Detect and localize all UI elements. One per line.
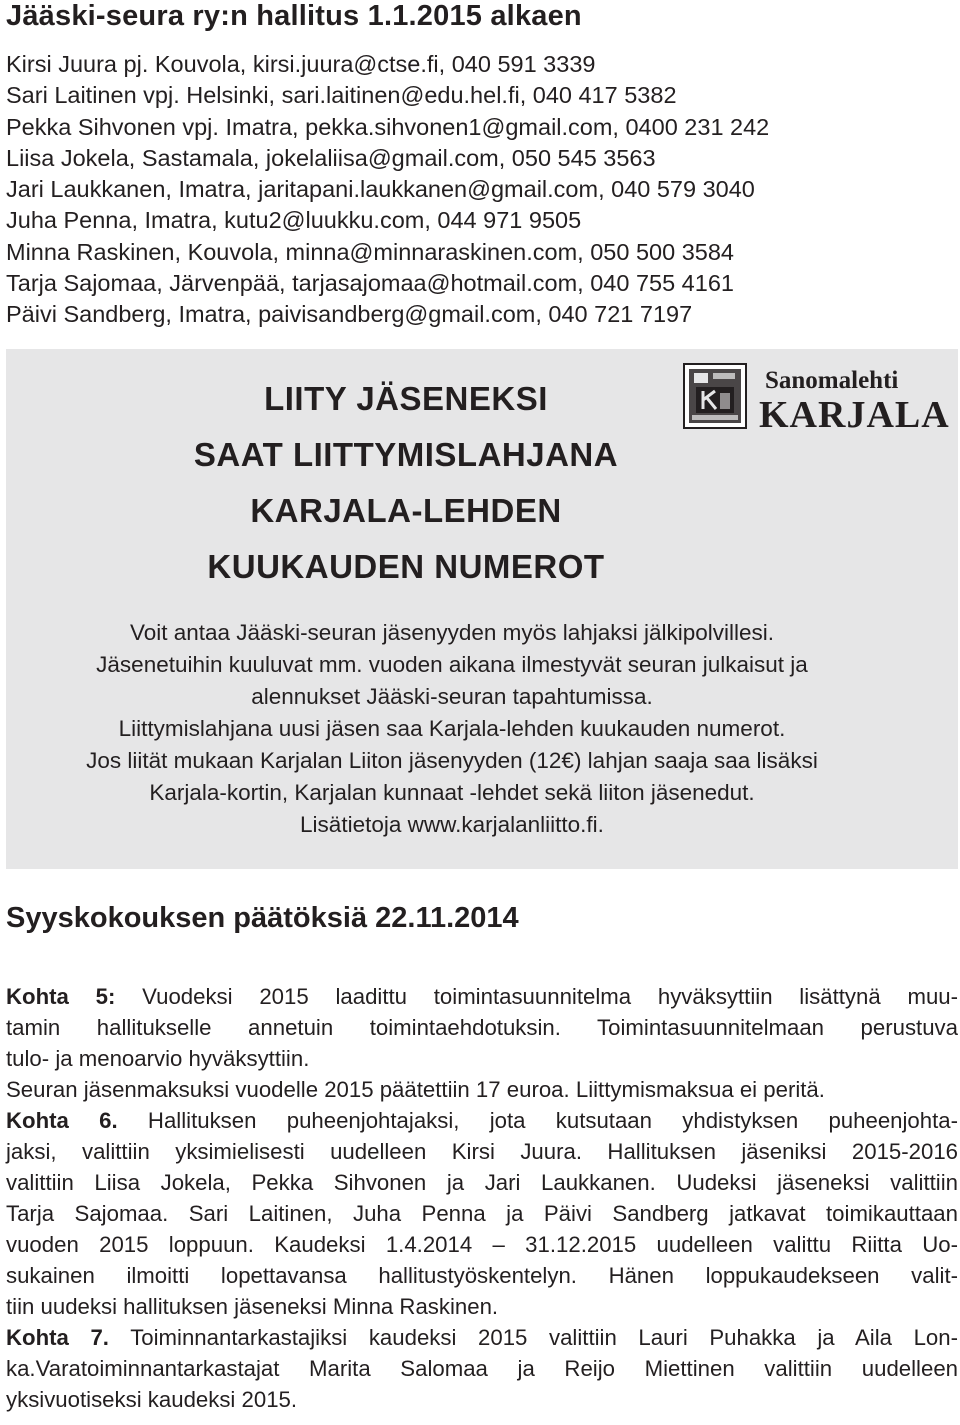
board-member: Tarja Sajomaa, Järvenpää, tarjasajomaa@hotmail.com, 040 755 4161 (6, 270, 734, 297)
minutes-line (6, 1291, 958, 1322)
board-member: Pekka Sihvonen vpj. Imatra, pekka.sihvonen1@gmail.com, 0400 231 242 (6, 113, 770, 140)
membership-ad-text (6, 617, 898, 841)
minutes-line (6, 1260, 958, 1291)
minutes-line (6, 981, 958, 1012)
agenda-item-label: Kohta 7. (6, 1325, 109, 1350)
board-member-list (6, 49, 769, 331)
ad-text-line: Jäsenetuihin kuuluvat mm. vuoden aikana ilmestyvät seuran julkaisut ja (96, 652, 808, 677)
minutes-line-text: Vuodeksi 2015 laadittu toimintasuunnitelma hyväksyttiin lisättynä muu- (115, 984, 959, 1009)
headline-line: SAAT LIITTYMISLAHJANA (193, 436, 619, 473)
minutes-line (6, 1167, 958, 1198)
board-member: Päivi Sandberg, Imatra, paivisandberg@gmail.com, 040 721 7197 (6, 301, 693, 328)
board-member: Kirsi Juura pj. Kouvola, kirsi.juura@ctse.fi, 040 591 3339 (6, 51, 596, 77)
headline-line: LIITY JÄSENEKSI (264, 380, 548, 417)
agenda-item-label: Kohta 6. (6, 1108, 118, 1133)
ad-text-line: Liittymislahjana uusi jäsen saa Karjala-lehden kuukauden numerot. (118, 716, 786, 741)
minutes-line-text: sukainen ilmoitti lopettavansa hallitustyöskentelyn. Hänen loppukaudekseen valit- (6, 1263, 958, 1288)
meeting-decisions-title: Syyskokouksen päätöksiä 22.11.2014 (6, 902, 519, 934)
ad-text-line: Karjala-kortin, Karjalan kunnaat -lehdet sekä liiton jäsenedut. (149, 780, 755, 805)
logo-text-karjala: KARJALA (759, 394, 950, 436)
minutes-line-text: tamin hallitukselle annetuin toimintaehdotuksin. Toimintasuunnitelmaan perustuva (6, 1015, 958, 1040)
minutes-line-text: valittiin Liisa Jokela, Pekka Sihvonen ja Jari Laukkanen. Uudeksi jäseneksi valittiin (6, 1170, 958, 1195)
minutes-line (6, 1322, 958, 1353)
minutes-line-text: vuoden 2015 loppuun. Kaudeksi 1.4.2014 – 31.12.2015 uudelleen valittu Riitta Uo- (6, 1232, 958, 1257)
minutes-line-text: Seuran jäsenmaksuksi vuodelle 2015 päätettiin 17 euroa. Liittymismaksua ei peritä. (6, 1077, 825, 1102)
minutes-line-text: ka.Varatoiminnantarkastajat Marita Salomaa ja Reijo Miettinen valittiin uudelleen (6, 1356, 958, 1381)
minutes-line-text: tulo- ja menoarvio hyväksyttiin. (6, 1046, 310, 1071)
board-member: Juha Penna, Imatra, kutu2@luukku.com, 044 971 9505 (6, 207, 582, 234)
minutes-line-text: tiin uudeksi hallituksen jäseneksi Minna Raskinen. (6, 1294, 499, 1319)
minutes-line (6, 1074, 958, 1105)
karjala-emblem-icon (683, 363, 747, 429)
meeting-decisions-body (6, 981, 958, 1415)
board-member: Sari Laitinen vpj. Helsinki, sari.laitinen@edu.hel.fi, 040 417 5382 (6, 82, 677, 109)
minutes-line-text: Hallituksen puheenjohtajaksi, jota kutsutaan yhdistyksen puheenjohta- (117, 1108, 959, 1133)
ad-text-line: alennukset Jääski-seuran tapahtumissa. (251, 684, 653, 709)
minutes-line (6, 1105, 958, 1136)
board-member: Liisa Jokela, Sastamala, jokelaliisa@gmail.com, 050 545 3563 (6, 144, 656, 171)
minutes-line (6, 1136, 958, 1167)
minutes-line (6, 1043, 958, 1074)
board-member: Minna Raskinen, Kouvola, minna@minnaraskinen.com, 050 500 3584 (6, 238, 734, 265)
ad-text-line: Voit antaa Jääski-seuran jäsenyyden myös lahjaksi jälkipolvillesi. (129, 620, 775, 645)
ad-text-line: Lisätietoja www.karjalanliitto.fi. (300, 812, 604, 837)
logo-text-sanomalehti: Sanomalehti (765, 367, 899, 394)
board-title: Jääski-seura ry:n hallitus 1.1.2015 alkaen (6, 0, 582, 32)
headline-line: KUUKAUDEN NUMEROT (207, 548, 605, 585)
minutes-line (6, 1353, 958, 1384)
minutes-line (6, 1012, 958, 1043)
minutes-line-text: yksivuotiseksi kaudeksi 2015. (6, 1387, 298, 1412)
minutes-line (6, 1384, 958, 1415)
agenda-item-label: Kohta 5: (6, 984, 116, 1009)
minutes-line (6, 1198, 958, 1229)
minutes-line-text: Tarja Sajomaa. Sari Laitinen, Juha Penna ja Päivi Sandberg jatkavat toimikauttaan (6, 1201, 958, 1226)
membership-ad-headline (156, 371, 656, 595)
membership-ad-box (6, 349, 958, 869)
minutes-line-text: jaksi, valittiin yksimielisesti uudelleen Kirsi Juura. Hallituksen jäseniksi 2015-2016 (6, 1139, 958, 1164)
headline-line: KARJALA-LEHDEN (250, 492, 562, 529)
karjala-newspaper-logo (683, 363, 950, 436)
board-member: Jari Laukkanen, Imatra, jaritapani.laukkanen@gmail.com, 040 579 3040 (6, 176, 755, 203)
minutes-line (6, 1229, 958, 1260)
ad-text-line: Jos liität mukaan Karjalan Liiton jäsenyyden (12€) lahjan saaja saa lisäksi (86, 748, 818, 773)
minutes-line-text: Toiminnantarkastajiksi kaudeksi 2015 valittiin Lauri Puhakka ja Aila Lon- (108, 1325, 958, 1350)
